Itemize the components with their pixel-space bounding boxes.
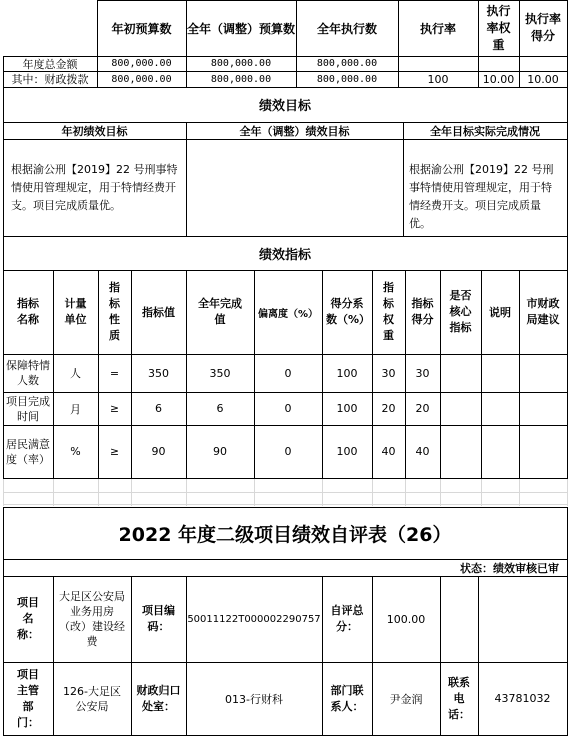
budget-header-weight: 执行率权重 <box>486 3 511 52</box>
goals-header-initial: 年初绩效目标 <box>61 124 128 138</box>
ind-row-coef: 100 <box>336 445 358 458</box>
ind-header-score: 指标得分 <box>411 297 434 326</box>
finance-label: 财政归口处室： <box>136 683 181 713</box>
ind-row-nature: = <box>109 366 120 380</box>
ind-row-name: 项目完成时间 <box>6 394 50 423</box>
budget-row-label: 其中：财政拨款 <box>11 73 89 86</box>
budget-row-executed: 800,000.00 <box>316 73 378 85</box>
goals-header-actual: 全年目标实际完成情况 <box>430 124 540 138</box>
indicators-title: 绩效指标 <box>258 247 311 263</box>
contact-value: 尹金润 <box>389 692 423 706</box>
project-code-value: 50011122T000002290757 <box>187 613 321 625</box>
dept-value: 126-大足区公安局 <box>63 684 121 713</box>
report-status: 状态：绩效审核已审 <box>460 561 559 575</box>
ind-row-deviation: 0 <box>284 445 292 458</box>
ind-row-actual: 90 <box>213 445 227 458</box>
ind-row-score: 20 <box>415 402 430 415</box>
goals-initial-text: 根据渝公刑【2019】22 号刑事特情使用管理规定，用于特情经费开支。项目完成质量优。 <box>11 163 178 212</box>
project-code-label: 项目编码： <box>142 604 175 633</box>
ind-row-unit: 人 <box>70 367 81 380</box>
ind-row-name: 保障特情人数 <box>6 359 50 387</box>
ind-row-coef: 100 <box>336 366 358 380</box>
budget-row-score: 10.00 <box>527 72 559 86</box>
budget-header-adjusted: 全年（调整）预算数 <box>186 21 295 36</box>
ind-row-coef: 100 <box>336 402 358 415</box>
ind-row-name: 居民满意度（率） <box>6 437 50 466</box>
ind-header-nature: 指标性质 <box>109 281 120 342</box>
project-name-label: 项目名称： <box>17 596 39 641</box>
budget-row-label: 年度总金额 <box>22 57 78 71</box>
budget-row-executed: 800,000.00 <box>316 58 378 69</box>
ind-row-unit: % <box>70 445 81 458</box>
self-score-label: 自评总分： <box>330 604 364 633</box>
self-score-value: 100.00 <box>386 612 426 626</box>
ind-row-nature: ≥ <box>109 445 120 458</box>
ind-header-target: 指标值 <box>142 306 175 319</box>
budget-row-weight: 10.00 <box>482 72 515 86</box>
ind-row-actual: 6 <box>216 402 224 415</box>
ind-header-name: 指标名称 <box>17 297 39 326</box>
ind-row-score: 30 <box>415 366 430 380</box>
goals-title: 绩效目标 <box>258 99 311 114</box>
ind-header-deviation: 偏离度（%） <box>257 308 319 320</box>
ind-row-target: 6 <box>155 402 162 415</box>
goals-header-adjusted: 全年（调整）绩效目标 <box>239 124 350 138</box>
budget-row-adjusted: 800,000.00 <box>210 58 272 69</box>
budget-row-initial: 800,000.00 <box>111 73 172 85</box>
ind-row-deviation: 0 <box>284 366 292 380</box>
report-title: 2022 年度二级项目绩效自评表（26） <box>118 523 452 546</box>
budget-row-initial: 800,000.00 <box>111 58 172 69</box>
budget-row-adjusted: 800,000.00 <box>210 73 272 85</box>
project-name-value: 大足区公安局业务用房（改）建设经费 <box>59 590 125 648</box>
ind-header-coef: 得分系数（%） <box>326 297 371 326</box>
budget-header-rate: 执行率 <box>419 21 456 36</box>
ind-row-unit: 月 <box>70 402 81 416</box>
ind-row-weight: 40 <box>381 445 396 458</box>
goals-actual-text: 根据渝公刑【2019】22 号刑事特情使用管理规定，用于特情经费开支。项目完成质量优。 <box>409 163 554 230</box>
ind-header-actual: 全年完成值 <box>198 297 242 326</box>
budget-header-initial: 年初预算数 <box>111 21 172 36</box>
ind-header-core: 是否核心指标 <box>449 289 472 334</box>
phone-value: 43781032 <box>494 692 551 705</box>
ind-row-score: 40 <box>415 445 430 458</box>
budget-header-executed: 全年执行数 <box>316 21 377 36</box>
ind-row-target: 350 <box>148 366 169 380</box>
ind-row-weight: 30 <box>381 366 396 380</box>
ind-header-note: 说明 <box>489 306 511 319</box>
budget-header-score: 执行率得分 <box>524 12 561 43</box>
ind-header-unit: 计量单位 <box>64 297 87 326</box>
ind-row-actual: 350 <box>209 366 231 380</box>
ind-row-deviation: 0 <box>284 402 292 415</box>
contact-label: 部门联系人： <box>330 683 364 713</box>
ind-row-nature: ≥ <box>109 402 120 415</box>
finance-value: 013-行财科 <box>225 692 283 706</box>
ind-row-target: 90 <box>151 445 166 458</box>
budget-row-rate: 100 <box>427 72 449 86</box>
goals-adjusted-text <box>186 139 403 236</box>
ind-row-weight: 20 <box>381 402 396 415</box>
phone-label: 联系电话： <box>448 675 470 721</box>
ind-header-weight: 指标权重 <box>383 281 394 342</box>
dept-label: 项目主管部门： <box>17 667 39 729</box>
ind-header-advice: 市财政局建议 <box>526 297 560 326</box>
